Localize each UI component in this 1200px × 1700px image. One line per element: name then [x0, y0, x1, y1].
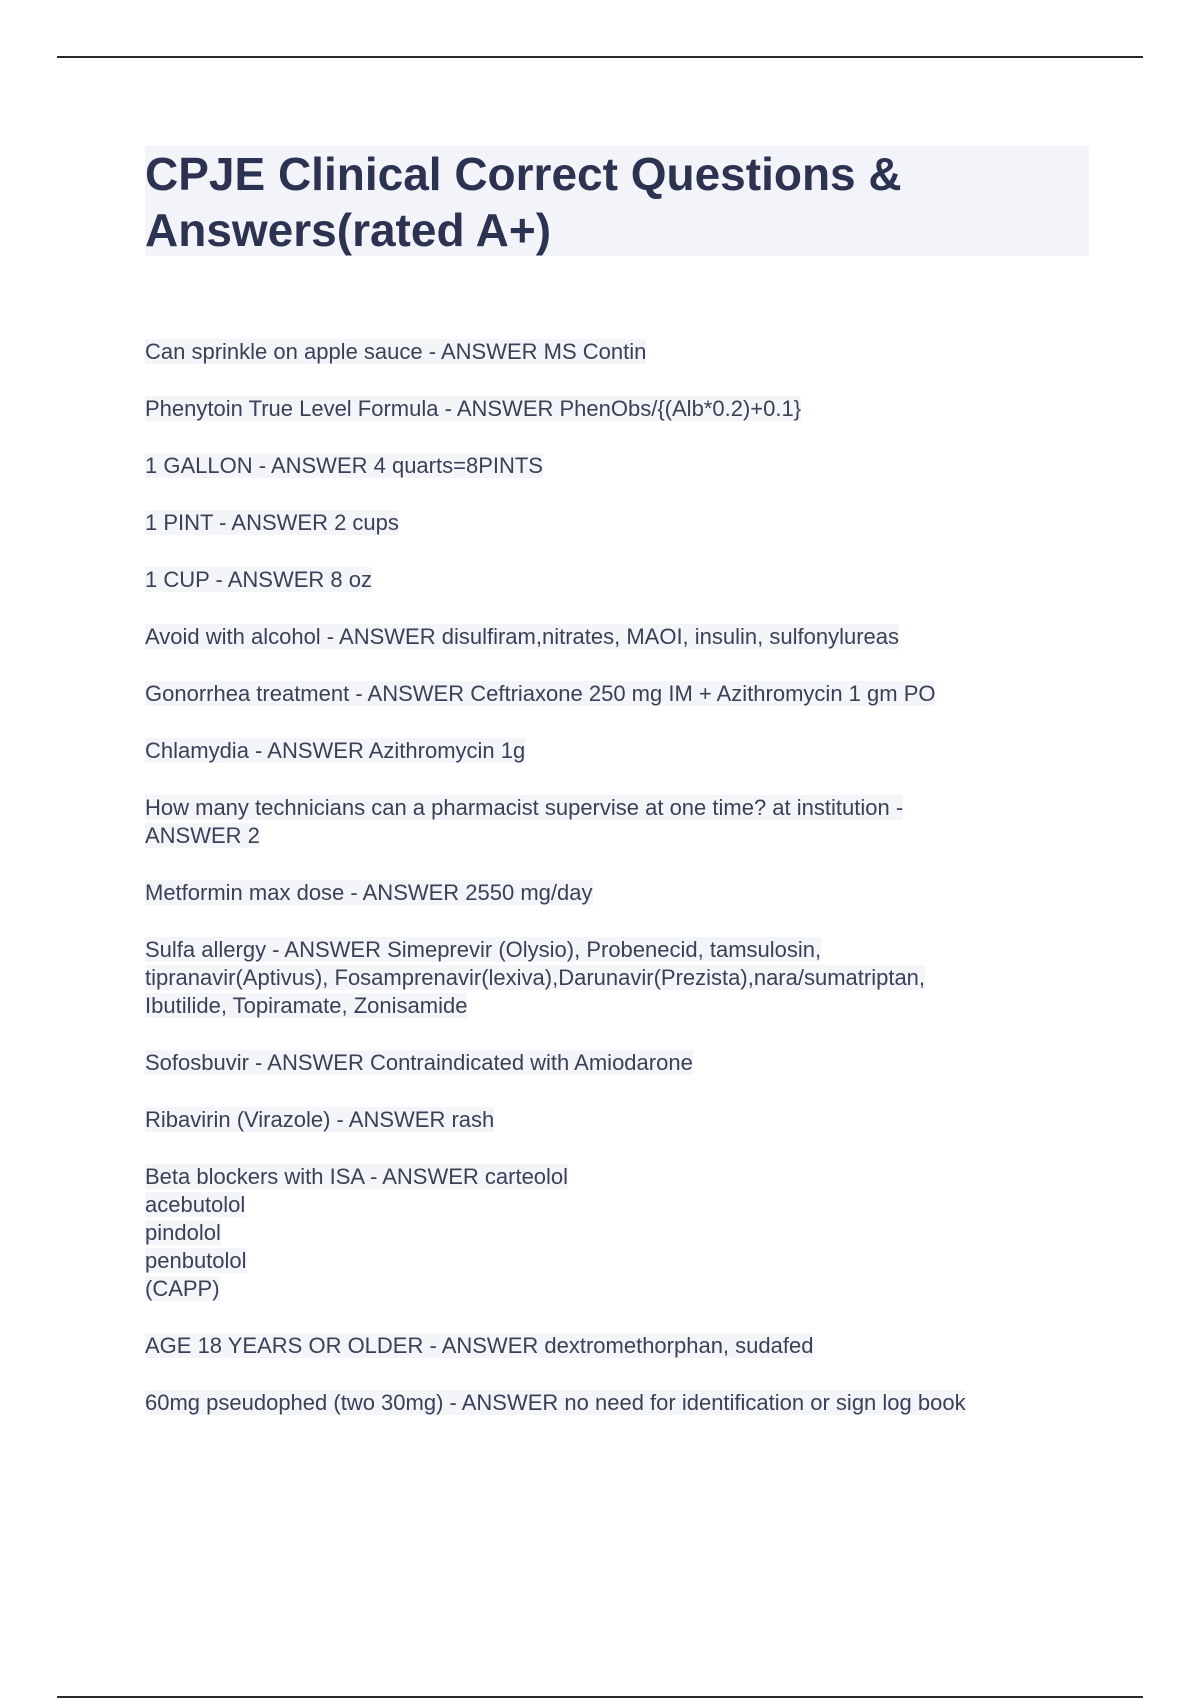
- qa-item: [145, 452, 1045, 480]
- qa-item: [145, 737, 1045, 765]
- bottom-rule: [57, 1696, 1143, 1698]
- qa-item: [145, 1106, 1045, 1134]
- qa-item-text: 60mg pseudophed (two 30mg) - ANSWER no need for identification or sign log book: [145, 1390, 966, 1415]
- qa-item: [145, 338, 1045, 366]
- qa-item: [145, 1389, 1045, 1417]
- qa-item-text: Gonorrhea treatment - ANSWER Ceftriaxone 250 mg IM + Azithromycin 1 gm PO: [145, 681, 936, 706]
- qa-item-text: Ribavirin (Virazole) - ANSWER rash: [145, 1107, 495, 1132]
- qa-item-text: Beta blockers with ISA - ANSWER carteolol acebutolol pindolol penbutolol (CAPP): [145, 1164, 569, 1301]
- document-title-text: CPJE Clinical Correct Questions & Answers(rated A+): [145, 148, 902, 256]
- qa-item-text: 1 CUP - ANSWER 8 oz: [145, 567, 372, 592]
- qa-item: [145, 509, 1045, 537]
- qa-item: [145, 1163, 1045, 1303]
- qa-item-text: AGE 18 YEARS OR OLDER - ANSWER dextromethorphan, sudafed: [145, 1333, 814, 1358]
- qa-item-text: Avoid with alcohol - ANSWER disulfiram,nitrates, MAOI, insulin, sulfonylureas: [145, 624, 899, 649]
- qa-item: [145, 680, 1045, 708]
- qa-item-text: Can sprinkle on apple sauce - ANSWER MS Contin: [145, 339, 647, 364]
- qa-item-text: Sofosbuvir - ANSWER Contraindicated with Amiodarone: [145, 1050, 693, 1075]
- qa-item: [145, 1049, 1045, 1077]
- qa-item-text: How many technicians can a pharmacist supervise at one time? at institution - ANSWER 2: [145, 795, 904, 848]
- qa-item: [145, 623, 1045, 651]
- qa-item: [145, 395, 1045, 423]
- qa-item-text: Sulfa allergy - ANSWER Simeprevir (Olysio), Probenecid, tamsulosin, tipranavir(Aptivus), Fosamprenavir(lexiva),Darunavir(Prezista),nara/sumatriptan, Ibutilide, Topiramate, Zonisamide: [145, 937, 926, 1018]
- qa-item-text: 1 PINT - ANSWER 2 cups: [145, 510, 399, 535]
- top-rule: [57, 56, 1143, 58]
- qa-item: [145, 1332, 1045, 1360]
- qa-item-text: 1 GALLON - ANSWER 4 quarts=8PINTS: [145, 453, 543, 478]
- qa-item: [145, 794, 1045, 850]
- qa-item-text: Metformin max dose - ANSWER 2550 mg/day: [145, 880, 593, 905]
- qa-item: [145, 936, 1045, 1020]
- qa-list: [145, 338, 1045, 1446]
- qa-item: [145, 879, 1045, 907]
- qa-item-text: Chlamydia - ANSWER Azithromycin 1g: [145, 738, 526, 763]
- qa-item-text: Phenytoin True Level Formula - ANSWER PhenObs/{(Alb*0.2)+0.1}: [145, 396, 802, 421]
- qa-item: [145, 566, 1045, 594]
- document-title: [145, 146, 1089, 258]
